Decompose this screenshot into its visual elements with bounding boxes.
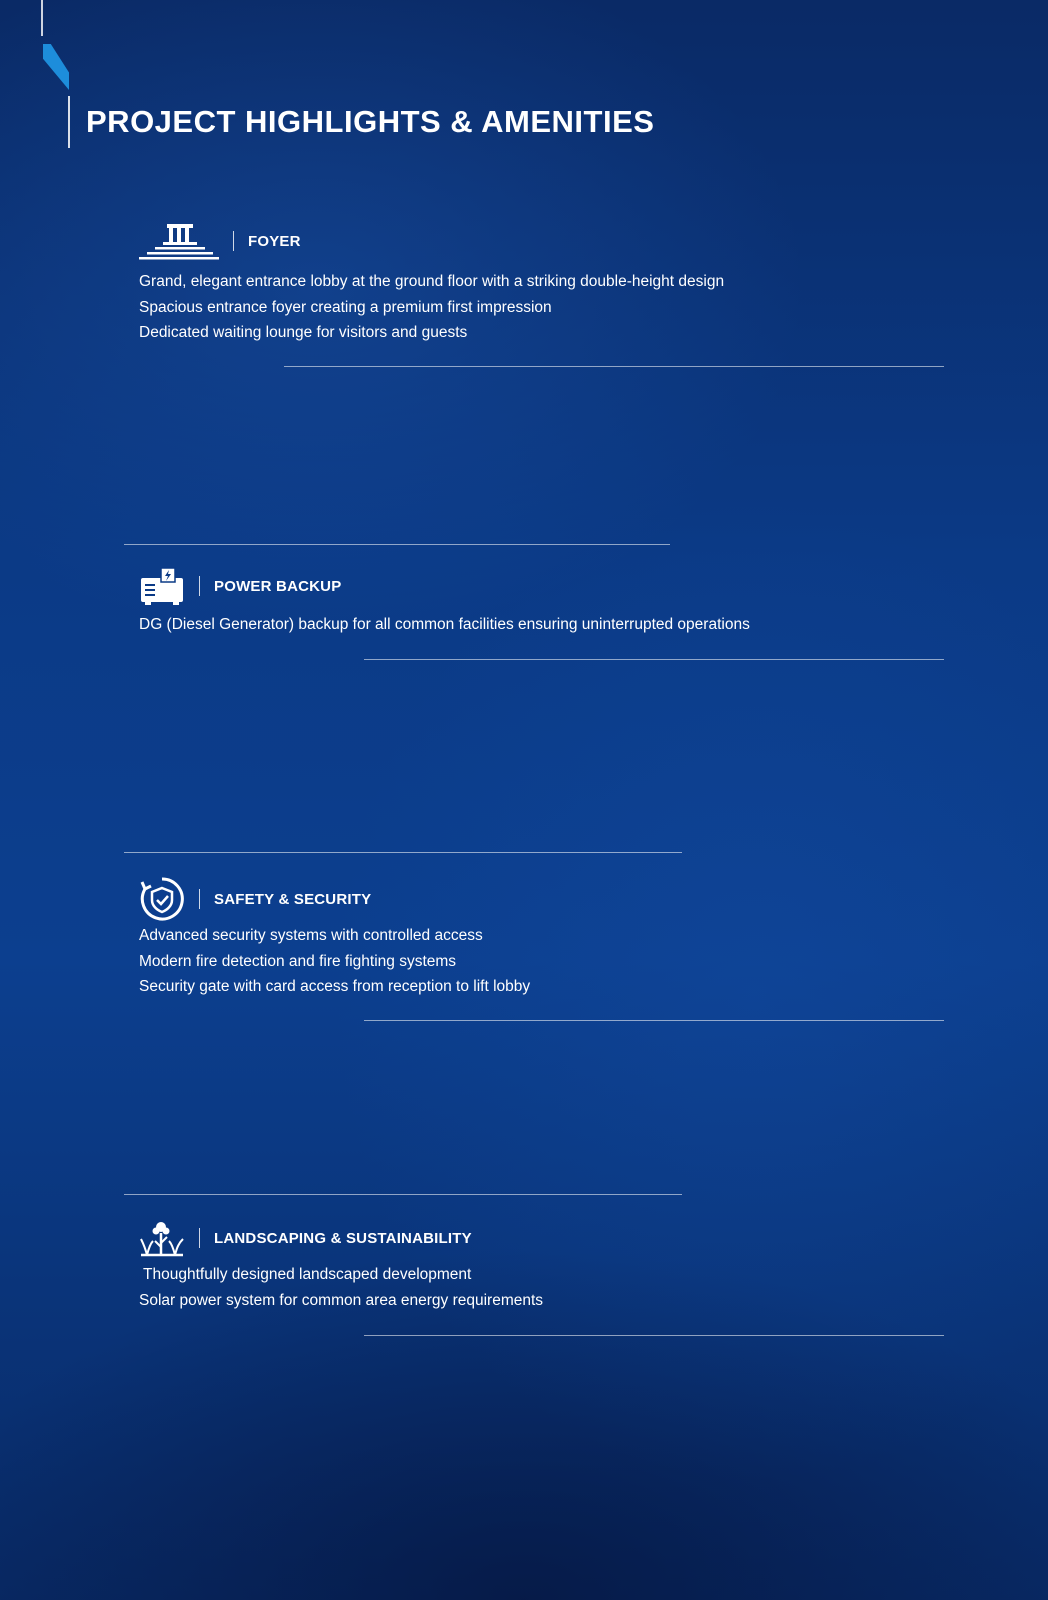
section-divider	[124, 1194, 682, 1195]
feature-line: Spacious entrance foyer creating a premium first impression	[139, 298, 552, 316]
shield-security-icon	[139, 876, 185, 922]
page-title: PROJECT HIGHLIGHTS & AMENITIES	[86, 104, 655, 139]
top-accent-slash	[43, 44, 69, 90]
section-divider	[124, 544, 670, 545]
plants-landscape-icon	[139, 1219, 185, 1257]
section-divider	[364, 1335, 944, 1336]
feature-line: Solar power system for common area energy requirements	[139, 1291, 544, 1309]
feature-line: Grand, elegant entrance lobby at the ground floor with a striking double-height design	[139, 273, 725, 290]
section-divider	[124, 852, 682, 853]
heading-separator	[199, 576, 200, 596]
section-heading: SAFETY & SECURITY	[214, 890, 372, 908]
top-accent-line	[41, 0, 43, 36]
section-divider	[284, 366, 944, 367]
section-heading: POWER BACKUP	[214, 577, 342, 595]
heading-separator	[199, 1228, 200, 1248]
feature-line: Dedicated waiting lounge for visitors and guests	[139, 324, 468, 341]
feature-line: Thoughtfully designed landscaped development	[139, 1266, 472, 1283]
heading-separator	[199, 889, 200, 909]
lobby-building-icon	[139, 222, 219, 260]
feature-line: Security gate with card access from reception to lift lobby	[139, 978, 531, 995]
heading-separator	[233, 231, 234, 251]
section-divider	[364, 1020, 944, 1021]
section-heading: FOYER	[248, 232, 301, 250]
feature-line: Modern fire detection and fire fighting systems	[139, 952, 457, 970]
generator-icon	[139, 566, 185, 606]
section-heading: LANDSCAPING & SUSTAINABILITY	[214, 1229, 472, 1247]
section-divider	[364, 659, 944, 660]
feature-line: Advanced security systems with controlled access	[139, 927, 483, 944]
feature-line: DG (Diesel Generator) backup for all common facilities ensuring uninterrupted operations	[139, 616, 750, 633]
title-accent-bar	[68, 96, 70, 148]
